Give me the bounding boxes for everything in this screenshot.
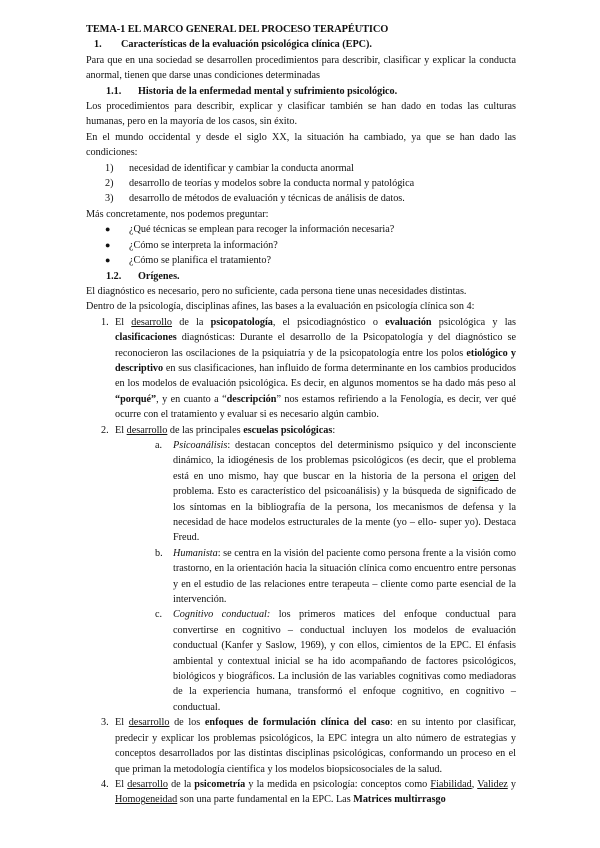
text-run: El	[115, 424, 127, 436]
questions-list	[86, 222, 516, 268]
text-run: en sus clasificaciones, han influido de forma determinante en los cambios producidos en los modelos de evaluación psicológica. Es decir, en algunos momentos se ha dado más peso al	[115, 362, 516, 390]
text-run: : se centra en la visión del paciente como persona frente a la visión como trastorno, en la orientación hacia la situación clínica como encuentro entre personas y en el estudio de las relaciones entre terapeuta – cliente como parte esencial de la intervención.	[173, 547, 516, 606]
school-item-cognitivo-conductual	[115, 607, 516, 715]
text-run: :	[332, 424, 336, 436]
text-run: de la	[167, 778, 195, 790]
bold-term: psicopatología	[210, 316, 273, 328]
list-item-text: ¿Cómo se interpreta la información?	[129, 239, 278, 251]
text-run: del problema. Esto es característico del psicoanálisis) y la búsqueda de significado de los síntomas en la bibliografía de la persona, los mecanismos de defensa y la necesidad de hace modelos estructurales de la mente (yo – ello- super yo). Destaca Freud.	[173, 470, 516, 544]
bold-term: etiológico y descriptivo	[115, 347, 516, 374]
bold-term: psicometría	[194, 778, 246, 790]
list-item-text: necesidad de identificar y cambiar la conducta anormal	[129, 162, 354, 174]
text-run: de las principales	[167, 424, 244, 436]
section-1-2-heading	[86, 269, 516, 284]
text-run: : destacan conceptos del determinismo psíquico y del inconsciente dinámico, la idiogénesis de los problemas psicológicos (es decir, que el problema está en uno mismo, hay que buscar en la historia de la persona el	[173, 439, 516, 482]
list-item	[86, 253, 516, 268]
section-1-1-heading	[86, 84, 516, 99]
list-marker: a.	[155, 439, 163, 451]
school-item-humanista	[115, 546, 516, 608]
list-marker: c.	[155, 609, 163, 621]
text-run: los primeros matices del enfoque conductual para convertirse en cognitivo – conductual incluyen los modelos de evaluación conductual (Kanfer y Saslow, 1969), y con ellos, cimientos de la EPC. El énfasis ambiental y contextual inicial se ha ido acompañando de factores psicológicos, biológicos y biográficos. La inclusión de las variables cognitivas como mediadoras de la experiencia humana, transformó el enfoque cognitivo, en cognitivo – conductual.	[173, 609, 517, 713]
school-name: Psicoanálisis	[173, 439, 228, 451]
text-run: son una parte fundamental en la EPC. Las	[177, 794, 354, 806]
bullet-icon: ●	[105, 224, 111, 235]
underlined-term: desarrollo	[128, 717, 170, 729]
bold-term: enfoques de formulación clínica del caso	[204, 717, 390, 729]
text-run: de los	[169, 717, 205, 729]
history-paragraph-2: En el mundo occidental y desde el siglo XX, la situación ha cambiado, ya que se han dado las condiciones:	[86, 131, 516, 159]
bullet-icon: ●	[105, 239, 111, 250]
bold-term: evaluación	[385, 316, 432, 328]
underlined-term: Fiabilidad	[430, 778, 472, 790]
underlined-term: desarrollo	[131, 316, 173, 328]
base-item-formulacion	[86, 715, 516, 777]
base-item-psicopatologia	[86, 315, 516, 423]
base-item-escuelas	[86, 423, 516, 716]
underlined-term: Homogeneidad	[115, 794, 178, 806]
text-run: y la medida en psicología: conceptos como	[245, 778, 431, 790]
text-run: ,	[471, 778, 478, 790]
list-marker: 2.	[101, 424, 109, 436]
list-item-text: ¿Qué técnicas se emplean para recoger la información necesaria?	[129, 224, 395, 236]
list-item	[86, 176, 516, 191]
section-title: Historia de la enfermedad mental y sufrimiento psicológico.	[138, 85, 398, 97]
school-name: Humanista	[173, 547, 218, 559]
list-marker: 1.	[101, 316, 109, 328]
section-number: 1.1.	[106, 85, 122, 97]
school-name: Cognitivo conductual:	[173, 609, 271, 621]
list-marker: 2)	[105, 178, 114, 190]
text-run: diagnósticas: Durante el desarrollo de la Psicopatología y del diagnóstico se reconocieron las oscilaciones de la psiquiatría y de la psicopatología entre los polos	[115, 332, 516, 359]
bold-term: clasificaciones	[115, 332, 177, 344]
section-title: Orígenes.	[138, 270, 180, 282]
text-run: El	[115, 717, 129, 729]
text-run: El	[115, 316, 132, 328]
section-title: Características de la evaluación psicológica clínica (EPC).	[121, 39, 372, 51]
intro-paragraph: Para que en una sociedad se desarrollen procedimientos para describir, clasificar y explicar la conducta anormal, tienen que darse unas condiciones determinadas	[86, 54, 516, 82]
origins-paragraph-1: El diagnóstico es necesario, pero no suficiente, cada persona tiene unas necesidades distintas.	[86, 285, 467, 297]
text-run: , y en cuanto a “	[156, 393, 227, 405]
bold-term: Matrices multirrasgo	[353, 794, 446, 806]
list-marker: b.	[155, 547, 163, 559]
section-number: 1.2.	[106, 270, 122, 282]
origins-paragraph-2: Dentro de la psicología, disciplinas afines, las bases a la evaluación en psicología clínica son 4:	[86, 301, 475, 313]
text-run: : en su intento por clasificar, predecir y explicar los problemas psicológicos, la EPC integra un alto número de estrategias y conceptos desarrollados por las distintas disciplinas psicológicas, conformando un proceso en el que priman la metodología científica y los modelos biopsicosociales de la salud.	[115, 717, 516, 775]
text-run: de la	[172, 316, 211, 328]
list-item-text: ¿Cómo se planifica el tratamiento?	[129, 255, 272, 267]
section-1-heading	[86, 37, 516, 52]
list-marker: 1)	[105, 162, 114, 174]
underlined-term: desarrollo	[126, 424, 168, 436]
bases-list	[86, 315, 516, 808]
base-item-psicometria	[86, 777, 516, 808]
history-paragraph-1: Los procedimientos para describir, explicar y clasificar también se han dado en todas las culturas humanas, pero en la mayoría de los casos, sin éxito.	[86, 101, 516, 128]
list-item	[86, 191, 516, 206]
list-item	[86, 222, 516, 237]
list-marker: 4.	[101, 778, 109, 790]
text-run: ” nos estamos refiriendo a la Fenología, es decir, ver qué ocurre con el tratamiento y evaluar si es necesario algún cambio.	[115, 393, 516, 421]
text-run: y	[507, 778, 516, 790]
list-marker: 3.	[101, 717, 109, 729]
text-run: , el psicodiagnóstico o	[272, 316, 386, 328]
schools-list	[115, 438, 516, 715]
document-title: TEMA-1 EL MARCO GENERAL DEL PROCESO TERAPÉUTICO	[86, 24, 389, 35]
underlined-term: desarrollo	[127, 778, 168, 790]
bold-term: escuelas psicológicas	[243, 424, 333, 436]
school-item-psicoanalisis	[115, 438, 516, 546]
bullet-icon: ●	[105, 255, 111, 266]
underlined-term: Validez	[477, 778, 508, 790]
list-item-text: desarrollo de métodos de evaluación y técnicas de análisis de datos.	[129, 193, 405, 205]
bold-term: descripción	[226, 393, 277, 405]
text-run: El	[115, 778, 128, 790]
list-item	[86, 238, 516, 253]
list-item-text: desarrollo de teorías y modelos sobre la conducta normal y patológica	[129, 178, 415, 190]
questions-intro: Más concretamente, nos podemos preguntar:	[86, 208, 269, 220]
list-marker: 3)	[105, 193, 114, 205]
underlined-term: origen	[472, 470, 499, 482]
text-run: psicológica y las	[431, 316, 517, 328]
section-number: 1.	[94, 39, 102, 51]
conditions-list	[86, 161, 516, 207]
bold-term: “porqué”	[115, 393, 157, 405]
list-item	[86, 161, 516, 176]
